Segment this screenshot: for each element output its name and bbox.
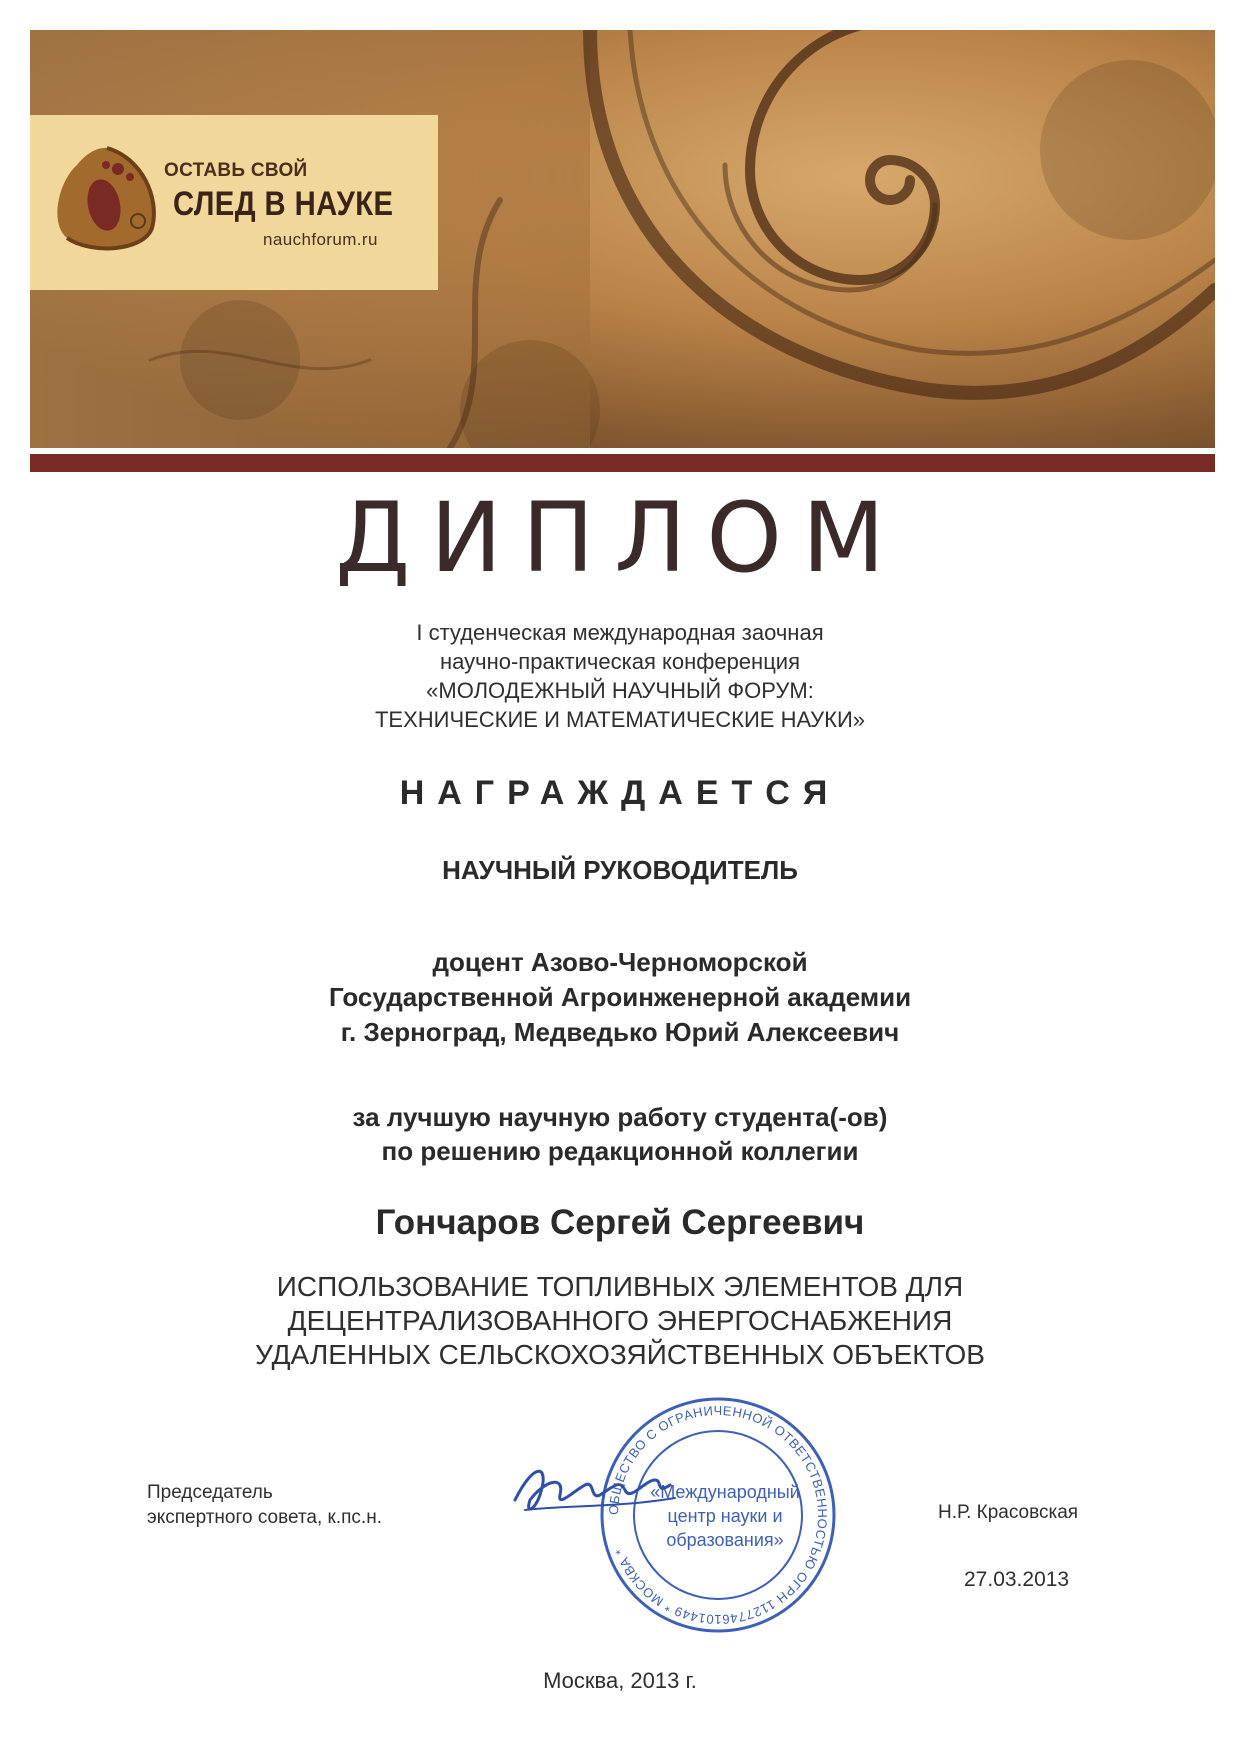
conference-line: I студенческая международная заочная (416, 620, 824, 645)
header-banner (30, 30, 1215, 448)
topic-line: УДАЛЕННЫХ СЕЛЬСКОХОЗЯЙСТВЕННЫХ ОБЪЕКТОВ (255, 1339, 985, 1370)
recipient-role: НАУЧНЫЙ РУКОВОДИТЕЛЬ (442, 855, 798, 885)
footprint-logo-icon (52, 143, 162, 253)
conference-description (0, 618, 1240, 734)
chair-title-line: экспертного совета, к.пс.н. (147, 1507, 382, 1528)
seal-ring-text: ОБЩЕСТВО С ОГРАНИЧЕННОЙ ОТВЕТСТВЕННОСТЬЮ ОГРН 1127746101449 * МОСКВА * (605, 1402, 831, 1628)
header-stripe (30, 454, 1215, 472)
seal-line: «Международный (650, 1482, 800, 1502)
reason-line: за лучшую научную работу студента(-ов) (352, 1102, 888, 1132)
student-name: Гончаров Сергей Сергеевич (375, 1203, 865, 1242)
conference-line: «МОЛОДЕЖНЫЙ НАУЧНЫЙ ФОРУМ: (426, 678, 814, 703)
recipient-line: доцент Азово-Черноморской (432, 947, 808, 977)
reason-line: по решению редакционной коллегии (381, 1136, 859, 1166)
issue-city: Москва, 2013 г. (543, 1668, 697, 1693)
logo-title: СЛЕД В НАУКЕ (173, 185, 394, 223)
logo-url: nauchforum.ru (263, 230, 378, 249)
seal-line: центр науки и (667, 1506, 783, 1526)
award-reason (0, 1100, 1240, 1168)
chair-title-line: Председатель (147, 1482, 273, 1503)
topic-line: ИСПОЛЬЗОВАНИЕ ТОПЛИВНЫХ ЭЛЕМЕНТОВ ДЛЯ (276, 1271, 964, 1302)
conference-line: научно-практическая конференция (439, 649, 800, 674)
work-topic (0, 1270, 1240, 1372)
issue-date: 27.03.2013 (964, 1568, 1070, 1591)
logo-panel (30, 115, 438, 290)
diploma-title: ДИПЛОМ (335, 482, 905, 594)
chair-name: Н.Р. Красовская (938, 1502, 1079, 1523)
conference-line: ТЕХНИЧЕСКИЕ И МАТЕМАТИЧЕСКИЕ НАУКИ» (374, 707, 866, 732)
recipient-line: г. Зерноград, Медведько Юрий Алексеевич (340, 1017, 900, 1047)
logo-tagline: ОСТАВЬ СВОЙ (164, 160, 308, 181)
topic-line: ДЕЦЕНТРАЛИЗОВАННОГО ЭНЕРГОСНАБЖЕНИЯ (287, 1305, 953, 1336)
seal-line: образования» (666, 1530, 784, 1550)
recipient-details (0, 945, 1240, 1050)
chair-title (147, 1480, 382, 1530)
signature-icon (505, 1450, 685, 1530)
awarded-heading: НАГРАЖДАЕТСЯ (399, 774, 841, 812)
recipient-line: Государственной Агроинженерной академии (328, 982, 912, 1012)
